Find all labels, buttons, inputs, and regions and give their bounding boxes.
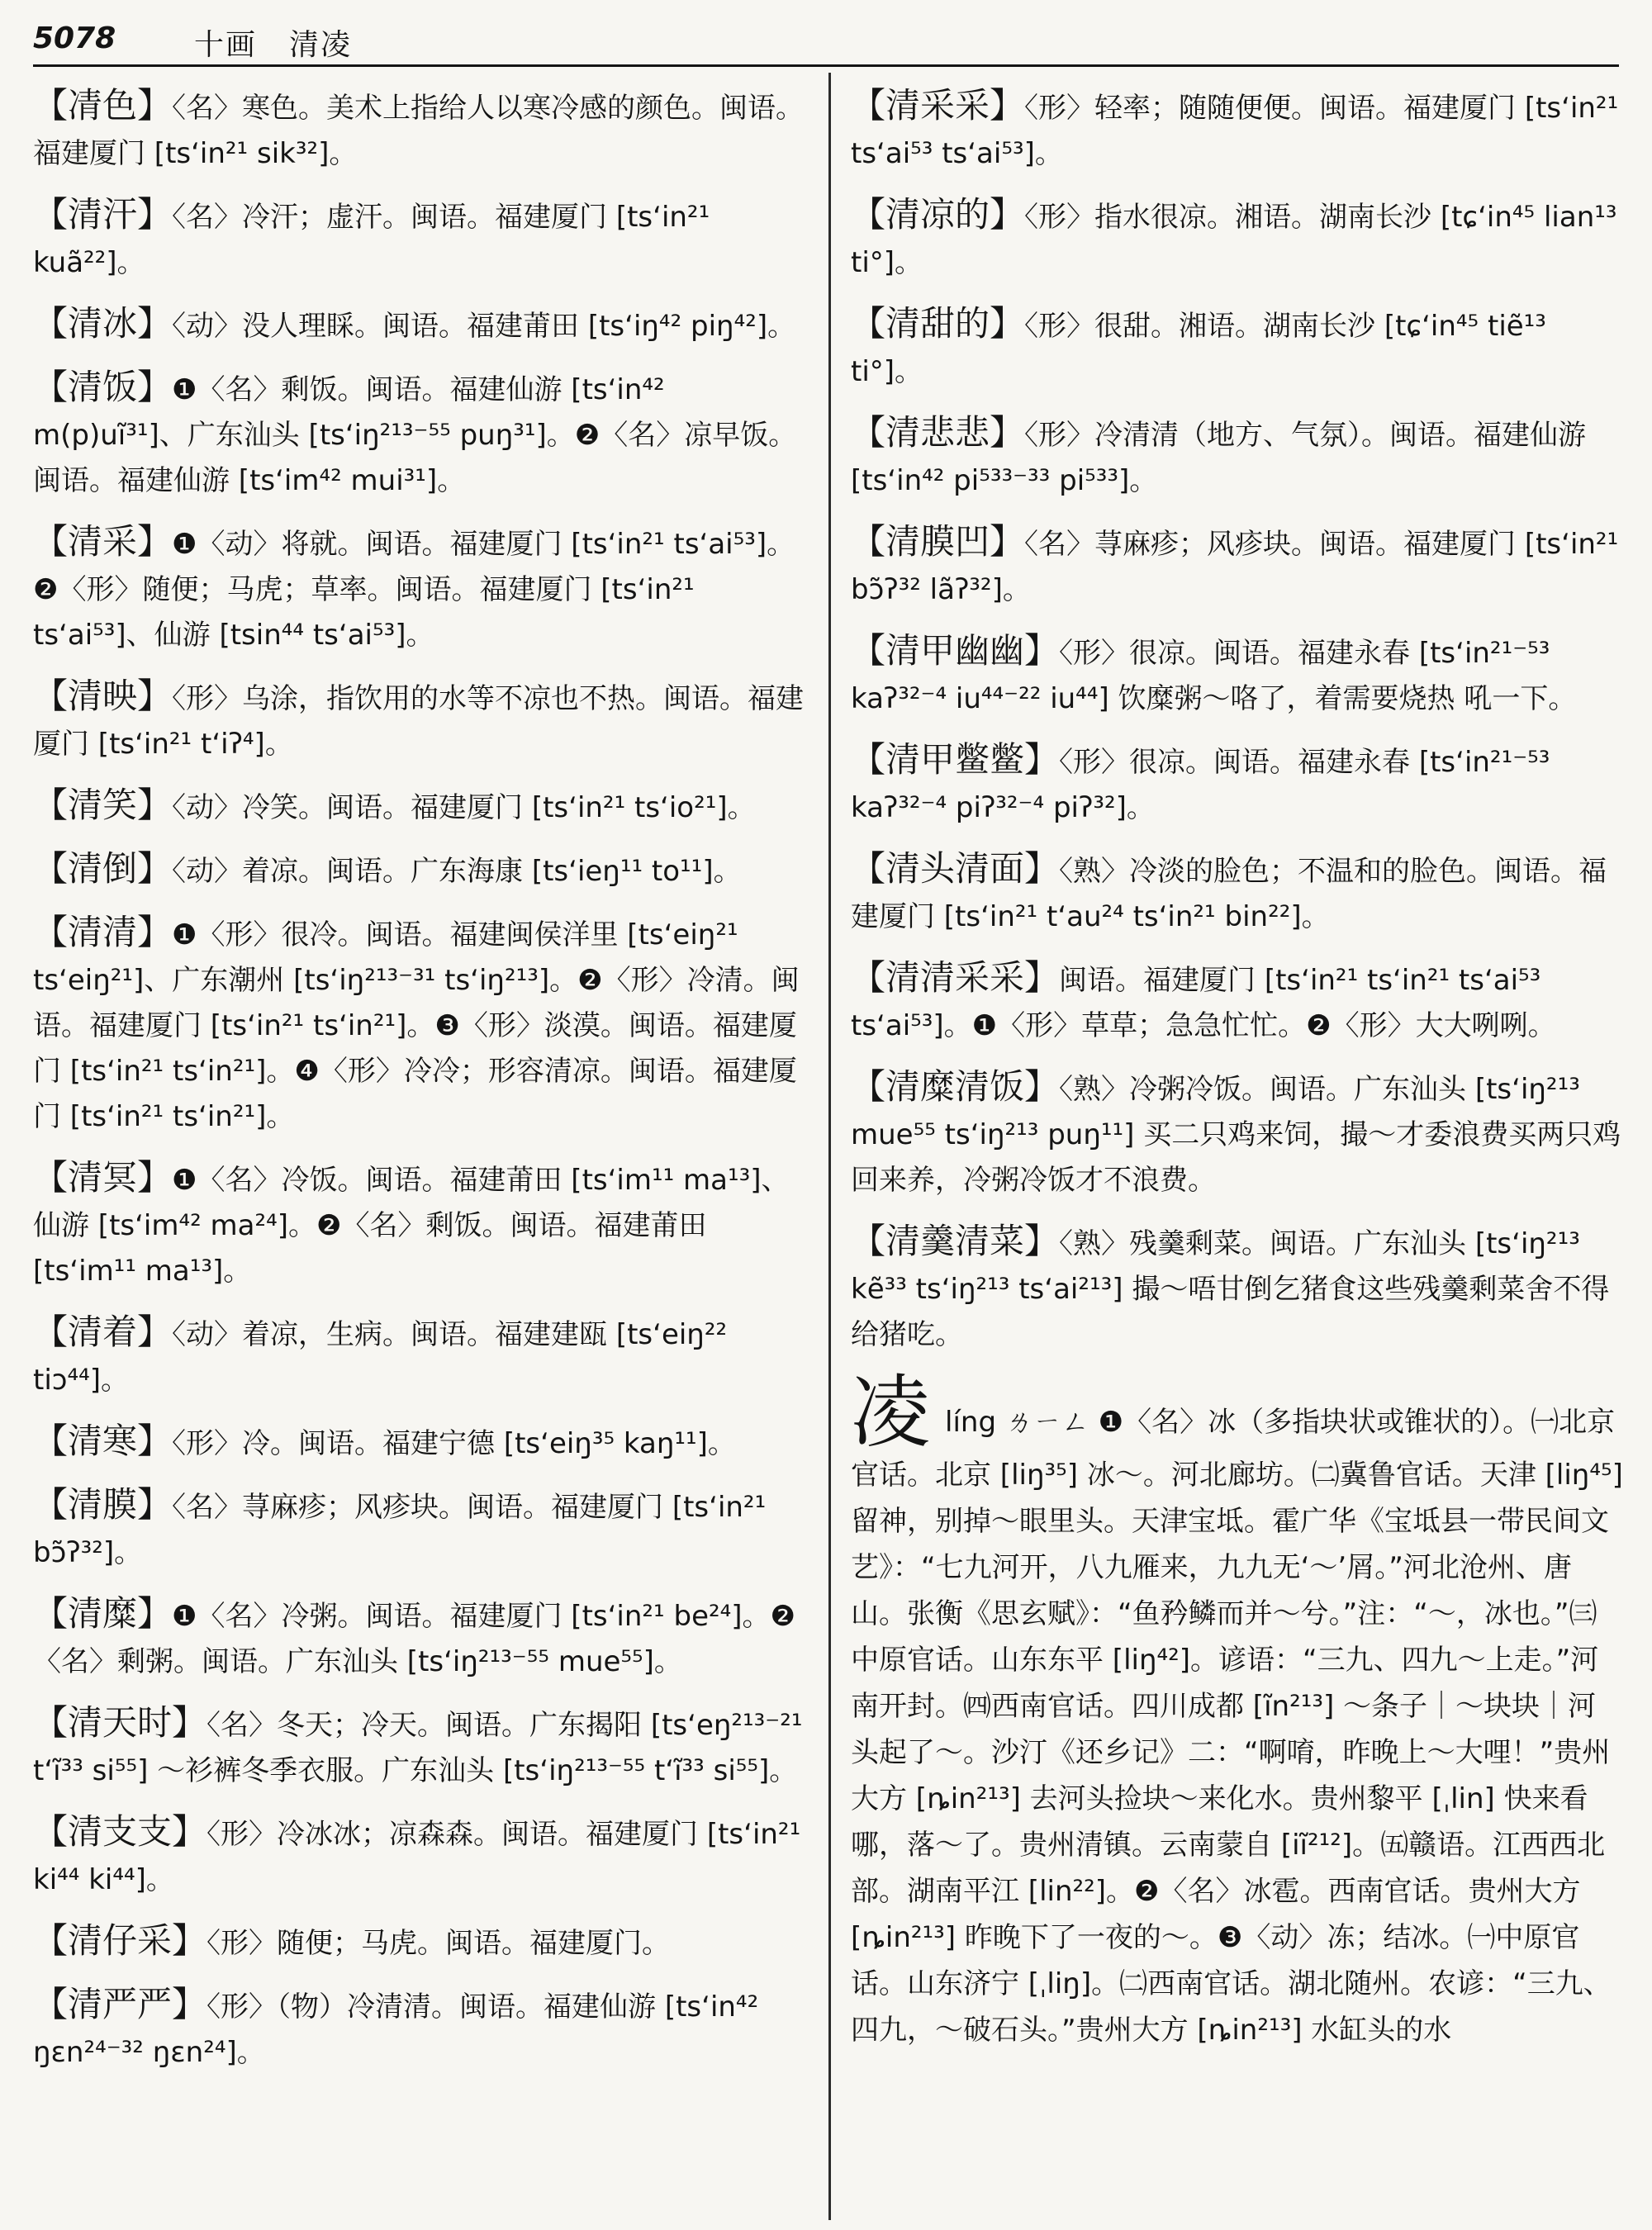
entry-definition: 〈名〉冬天；冷天。闽语。广东揭阳 [tsʻeŋ²¹³⁻²¹ tʻĩ³³ si⁵⁵] ～衫裤冬季衣服。广东汕头 [tsʻiŋ²¹³⁻⁵⁵ tʻĩ³³ si⁵⁵]。 <box>33 1709 803 1787</box>
entry-headword: 【清饭】 <box>33 367 173 407</box>
page-number: 5078 <box>33 21 116 55</box>
entry-definition: 〈形〉指水很凉。湘语。湖南长沙 [tɕʻin⁴⁵ lian¹³ ti°]。 <box>851 201 1617 279</box>
entry-definition: 〈形〉很凉。闽语。福建永春 [tsʻin²¹⁻⁵³ kaʔ³²⁻⁴ piʔ³²⁻⁴ piʔ³²]。 <box>851 746 1550 824</box>
left-column <box>33 83 814 2222</box>
entry-definition: 〈名〉寒色。美术上指给人以寒冷感的颜色。闽语。福建厦门 [tsʻin²¹ sik³²]。 <box>33 92 805 170</box>
entry-definition: 〈动〉着凉，生病。闽语。福建建瓯 [tsʻeiŋ²² tiɔ⁴⁴]。 <box>33 1318 728 1397</box>
dictionary-entry <box>33 1591 814 1685</box>
entry-headword: 【清冥】 <box>33 1157 173 1198</box>
dictionary-entry <box>33 1809 814 1903</box>
dictionary-entry <box>851 846 1623 940</box>
dictionary-entry <box>33 519 814 658</box>
dictionary-entry <box>33 1700 814 1794</box>
entry-headword: 【清冰】 <box>33 303 173 344</box>
entry-definition: 〈名〉冷汗；虚汗。闽语。福建厦门 [tsʻin²¹ kuã²²]。 <box>33 201 710 279</box>
dictionary-entry <box>33 301 814 349</box>
entry-headword: 【清清】 <box>33 912 173 952</box>
entry-headword: 【清笑】 <box>33 785 173 825</box>
entry-headword: 【清采采】 <box>851 85 1025 126</box>
entry-definition: 〈名〉荨麻疹；风疹块。闽语。福建厦门 [tsʻin²¹ bɔ̃ʔ³²]。 <box>33 1491 767 1569</box>
entry-definition: 〈形〉冷。闽语。福建宁德 [tsʻeiŋ³⁵ kaŋ¹¹]。 <box>172 1427 736 1460</box>
dictionary-entry <box>33 1981 814 2076</box>
entry-definition: 〈名〉荨麻疹；风疹块。闽语。福建厦门 [tsʻin²¹ bɔ̃ʔ³² lãʔ³²]。 <box>851 528 1619 606</box>
dictionary-entry <box>33 364 814 504</box>
entry-headword: 【凊色】 <box>33 85 173 126</box>
entry-definition: 〈熟〉残羹剩菜。闽语。广东汕头 [tsʻiŋ²¹³ kẽ³³ tsʻiŋ²¹³ tsʻai²¹³] 撮～唔甘倒乞猪食这些残羹剩菜舍不得给猪吃。 <box>851 1227 1610 1351</box>
entry-headword: 【清倒】 <box>33 848 173 889</box>
entry-headword: 【清映】 <box>33 676 173 716</box>
entry-headword: 【清支支】 <box>33 1811 207 1852</box>
dictionary-entry <box>851 410 1623 504</box>
entry-headword: 【清糜】 <box>33 1593 173 1634</box>
dictionary-entry <box>851 519 1623 613</box>
entry-headword: 【清天时】 <box>33 1702 207 1743</box>
entry-definition: 〈形〉轻率；随随便便。闽语。福建厦门 [tsʻin²¹ tsʻai⁵³ tsʻai⁵³]。 <box>851 92 1619 170</box>
entry-headword: 【清寒】 <box>33 1421 173 1461</box>
main-entry-pinyin: líng ㄌㄧㄥ <box>945 1406 1089 1439</box>
dictionary-entry <box>33 1918 814 1967</box>
dictionary-entry <box>33 1155 814 1294</box>
entry-definition: 〈形〉随便；马虎。闽语。福建厦门。 <box>206 1927 671 1960</box>
dictionary-entry <box>851 1218 1623 1358</box>
entry-definition: ❶〈名〉冷饭。闽语。福建莆田 [tsʻim¹¹ ma¹³]、仙游 [tsʻim⁴² ma²⁴]。❷〈名〉剩饭。闽语。福建莆田 [tsʻim¹¹ ma¹³]。 <box>33 1164 790 1288</box>
entry-headword: 【清甜的】 <box>851 303 1025 344</box>
entry-headword: 【清糜清饭】 <box>851 1066 1060 1107</box>
entry-definition: 〈形〉很甜。湘语。湖南长沙 [tɕʻin⁴⁵ tiẽ¹³ ti°]。 <box>851 310 1546 388</box>
dictionary-entry <box>33 673 814 767</box>
dictionary-entry <box>33 1309 814 1403</box>
dictionary-entry <box>33 846 814 894</box>
entry-headword: 【清悲悲】 <box>851 412 1025 453</box>
right-entries <box>851 83 1623 1358</box>
dictionary-entry <box>33 909 814 1140</box>
entry-headword: 【清甲鳖鳖】 <box>851 739 1060 780</box>
entry-headword: 【清膜】 <box>33 1484 173 1525</box>
entry-definition: 〈动〉没人理睬。闽语。福建莆田 [tsʻiŋ⁴² piŋ⁴²]。 <box>172 310 796 343</box>
entry-headword: 【清清采采】 <box>851 957 1060 998</box>
entry-headword: 【清着】 <box>33 1312 173 1352</box>
entry-definition: 〈形〉冷冰冰；凉森森。闽语。福建厦门 [tsʻin²¹ ki⁴⁴ ki⁴⁴]。 <box>33 1818 801 1896</box>
right-column <box>851 83 1623 2222</box>
entry-headword: 【清羹清菜】 <box>851 1221 1060 1261</box>
dictionary-entry <box>33 83 814 177</box>
entry-definition: 〈形〉很凉。闽语。福建永春 [tsʻin²¹⁻⁵³ kaʔ³²⁻⁴ iu⁴⁴⁻²² iu⁴⁴] 饮糜粥～咯了，着需要烧热 吼一下。 <box>851 637 1577 715</box>
entry-definition: 闽语。福建厦门 [tsʻin²¹ tsʻin²¹ tsʻai⁵³ tsʻai⁵³]。❶〈形〉草草；急急忙忙。❷〈形〉大大咧咧。 <box>851 964 1556 1042</box>
dictionary-entry <box>851 192 1623 286</box>
entry-definition: ❶〈动〉将就。闽语。福建厦门 [tsʻin²¹ tsʻai⁵³]。❷〈形〉随便；马虎；草率。闽语。福建厦门 [tsʻin²¹ tsʻai⁵³]、仙游 [tsin⁴⁴ tsʻai⁵³]。 <box>33 528 795 652</box>
entry-headword: 【清凉的】 <box>851 194 1025 235</box>
dictionary-entry <box>33 192 814 286</box>
entry-headword: 【清汗】 <box>33 194 173 235</box>
dictionary-entry <box>851 83 1623 177</box>
entry-definition: 〈熟〉冷粥冷饭。闽语。广东汕头 [tsʻiŋ²¹³ mue⁵⁵ tsʻiŋ²¹³ puŋ¹¹] 买二只鸡来饲，撮～才委浪费买两只鸡回来养，冷粥冷饭才不浪费。 <box>851 1073 1621 1197</box>
dictionary-entry <box>851 737 1623 831</box>
entry-definition: ❶〈名〉剩饭。闽语。福建仙游 [tsʻin⁴² m(p)uĩ³¹]、广东汕头 [tsʻiŋ²¹³⁻⁵⁵ puŋ³¹]。❷〈名〉凉早饭。闽语。福建仙游 [tsʻim⁴² mui³¹]。 <box>33 373 797 497</box>
entry-definition: 〈动〉着凉。闽语。广东海康 [tsʻieŋ¹¹ to¹¹]。 <box>172 855 742 888</box>
stroke-category: 十画 <box>194 28 258 62</box>
entry-definition: 〈形〉（物）冷清清。闽语。福建仙游 [tsʻin⁴² ŋɛn²⁴⁻³² ŋɛn²⁴]。 <box>33 1990 759 2069</box>
dictionary-entry <box>851 955 1623 1049</box>
head-chars: 清凌 <box>289 28 353 62</box>
entry-definition: ❶〈形〉很冷。闽语。福建闽侯洋里 [tsʻeiŋ²¹ tsʻeiŋ²¹]、广东潮州 [tsʻiŋ²¹³⁻³¹ tsʻiŋ²¹³]。❷〈形〉冷清。闽语。福建厦门 [tsʻin²¹ tsʻin²¹]。❸〈形〉淡漠。闽语。福建厦门 [tsʻin²¹ tsʻin²¹]。❹〈形〉冷冷；形容清凉。闽语。福建厦门 [tsʻin²¹ tsʻin²¹]。 <box>33 918 800 1133</box>
entry-headword: 【清采】 <box>33 521 173 562</box>
dictionary-entry <box>33 782 814 831</box>
dictionary-entry <box>33 1418 814 1467</box>
entry-definition: 〈熟〉冷淡的脸色；不温和的脸色。闽语。福建厦门 [tsʻin²¹ tʻau²⁴ tsʻin²¹ bin²²]。 <box>851 855 1607 933</box>
entry-headword: 【清膜凹】 <box>851 521 1025 562</box>
page-header <box>33 15 1619 63</box>
main-entry-definition: ❶〈名〉冰（多指块状或锥状的）。㈠北京官话。北京 [liŋ³⁵] 冰～。河北廊坊。㈡冀鲁官话。天津 [liŋ⁴⁵] 留神，别掉～眼里头。天津宝坻。霍广华《宝坻县一带民间文艺》：“七九河开，八九雁来，九九无‘～’屑。”河北沧州、唐山。张衡《思玄赋》：“鱼矜鳞而并～兮。”注：“～，冰也。”㈢中原官话。山东东平 [liŋ⁴²]。谚语：“三九、四九～上走。”河南开封。㈣西南官话。四川成都 [ĩn²¹³] ～条子｜～块块｜河头起了～。沙汀《还乡记》二：“啊唷，昨晚上～大哩！”贵州大方 [ȵin²¹³] 去河头捡块～来化水。贵州黎平 [ˌlin] 快来看哪，落～了。贵州清镇。云南蒙自 [iĩ²¹²]。㈤赣语。江西西北部。湖南平江 [lin²²]。❷〈名〉冰雹。西南官话。贵州大方 [ȵin²¹³] 昨晚下了一夜的～。❸〈动〉冻；结冰。㈠中原官话。山东济宁 [ˌliŋ]。㈡西南官话。湖北随州。农谚：“三九、四九，～破石头。”贵州大方 [ȵin²¹³] 水缸头的水 <box>851 1406 1623 2047</box>
main-entry-character: 凌 <box>851 1366 930 1459</box>
dictionary-entry <box>851 301 1623 395</box>
header-rule <box>33 64 1619 67</box>
entry-definition: ❶〈名〉冷粥。闽语。福建厦门 [tsʻin²¹ be²⁴]。❷〈名〉剩粥。闽语。广东汕头 [tsʻiŋ²¹³⁻⁵⁵ mue⁵⁵]。 <box>33 1600 795 1678</box>
entry-headword: 【清甲幽幽】 <box>851 630 1060 671</box>
entry-headword: 【清严严】 <box>33 1984 207 2024</box>
entry-definition: 〈形〉乌涂，指饮用的水等不凉也不热。闽语。福建厦门 [tsʻin²¹ tʻiʔ⁴]。 <box>33 682 805 761</box>
entry-definition: 〈形〉冷清清（地方、气氛）。闽语。福建仙游 [tsʻin⁴² pi⁵³³⁻³³ pi⁵³³]。 <box>851 419 1587 497</box>
dictionary-entry <box>851 628 1623 722</box>
dictionary-entry <box>33 1482 814 1576</box>
column-divider <box>828 73 831 2220</box>
entry-definition: 〈动〉冷笑。闽语。福建厦门 [tsʻin²¹ tsʻio²¹]。 <box>172 791 756 824</box>
entry-headword: 【清仔采】 <box>33 1920 207 1961</box>
dictionary-entry <box>851 1064 1623 1203</box>
entry-headword: 【清头清面】 <box>851 848 1060 889</box>
main-entry <box>851 1366 1623 2053</box>
